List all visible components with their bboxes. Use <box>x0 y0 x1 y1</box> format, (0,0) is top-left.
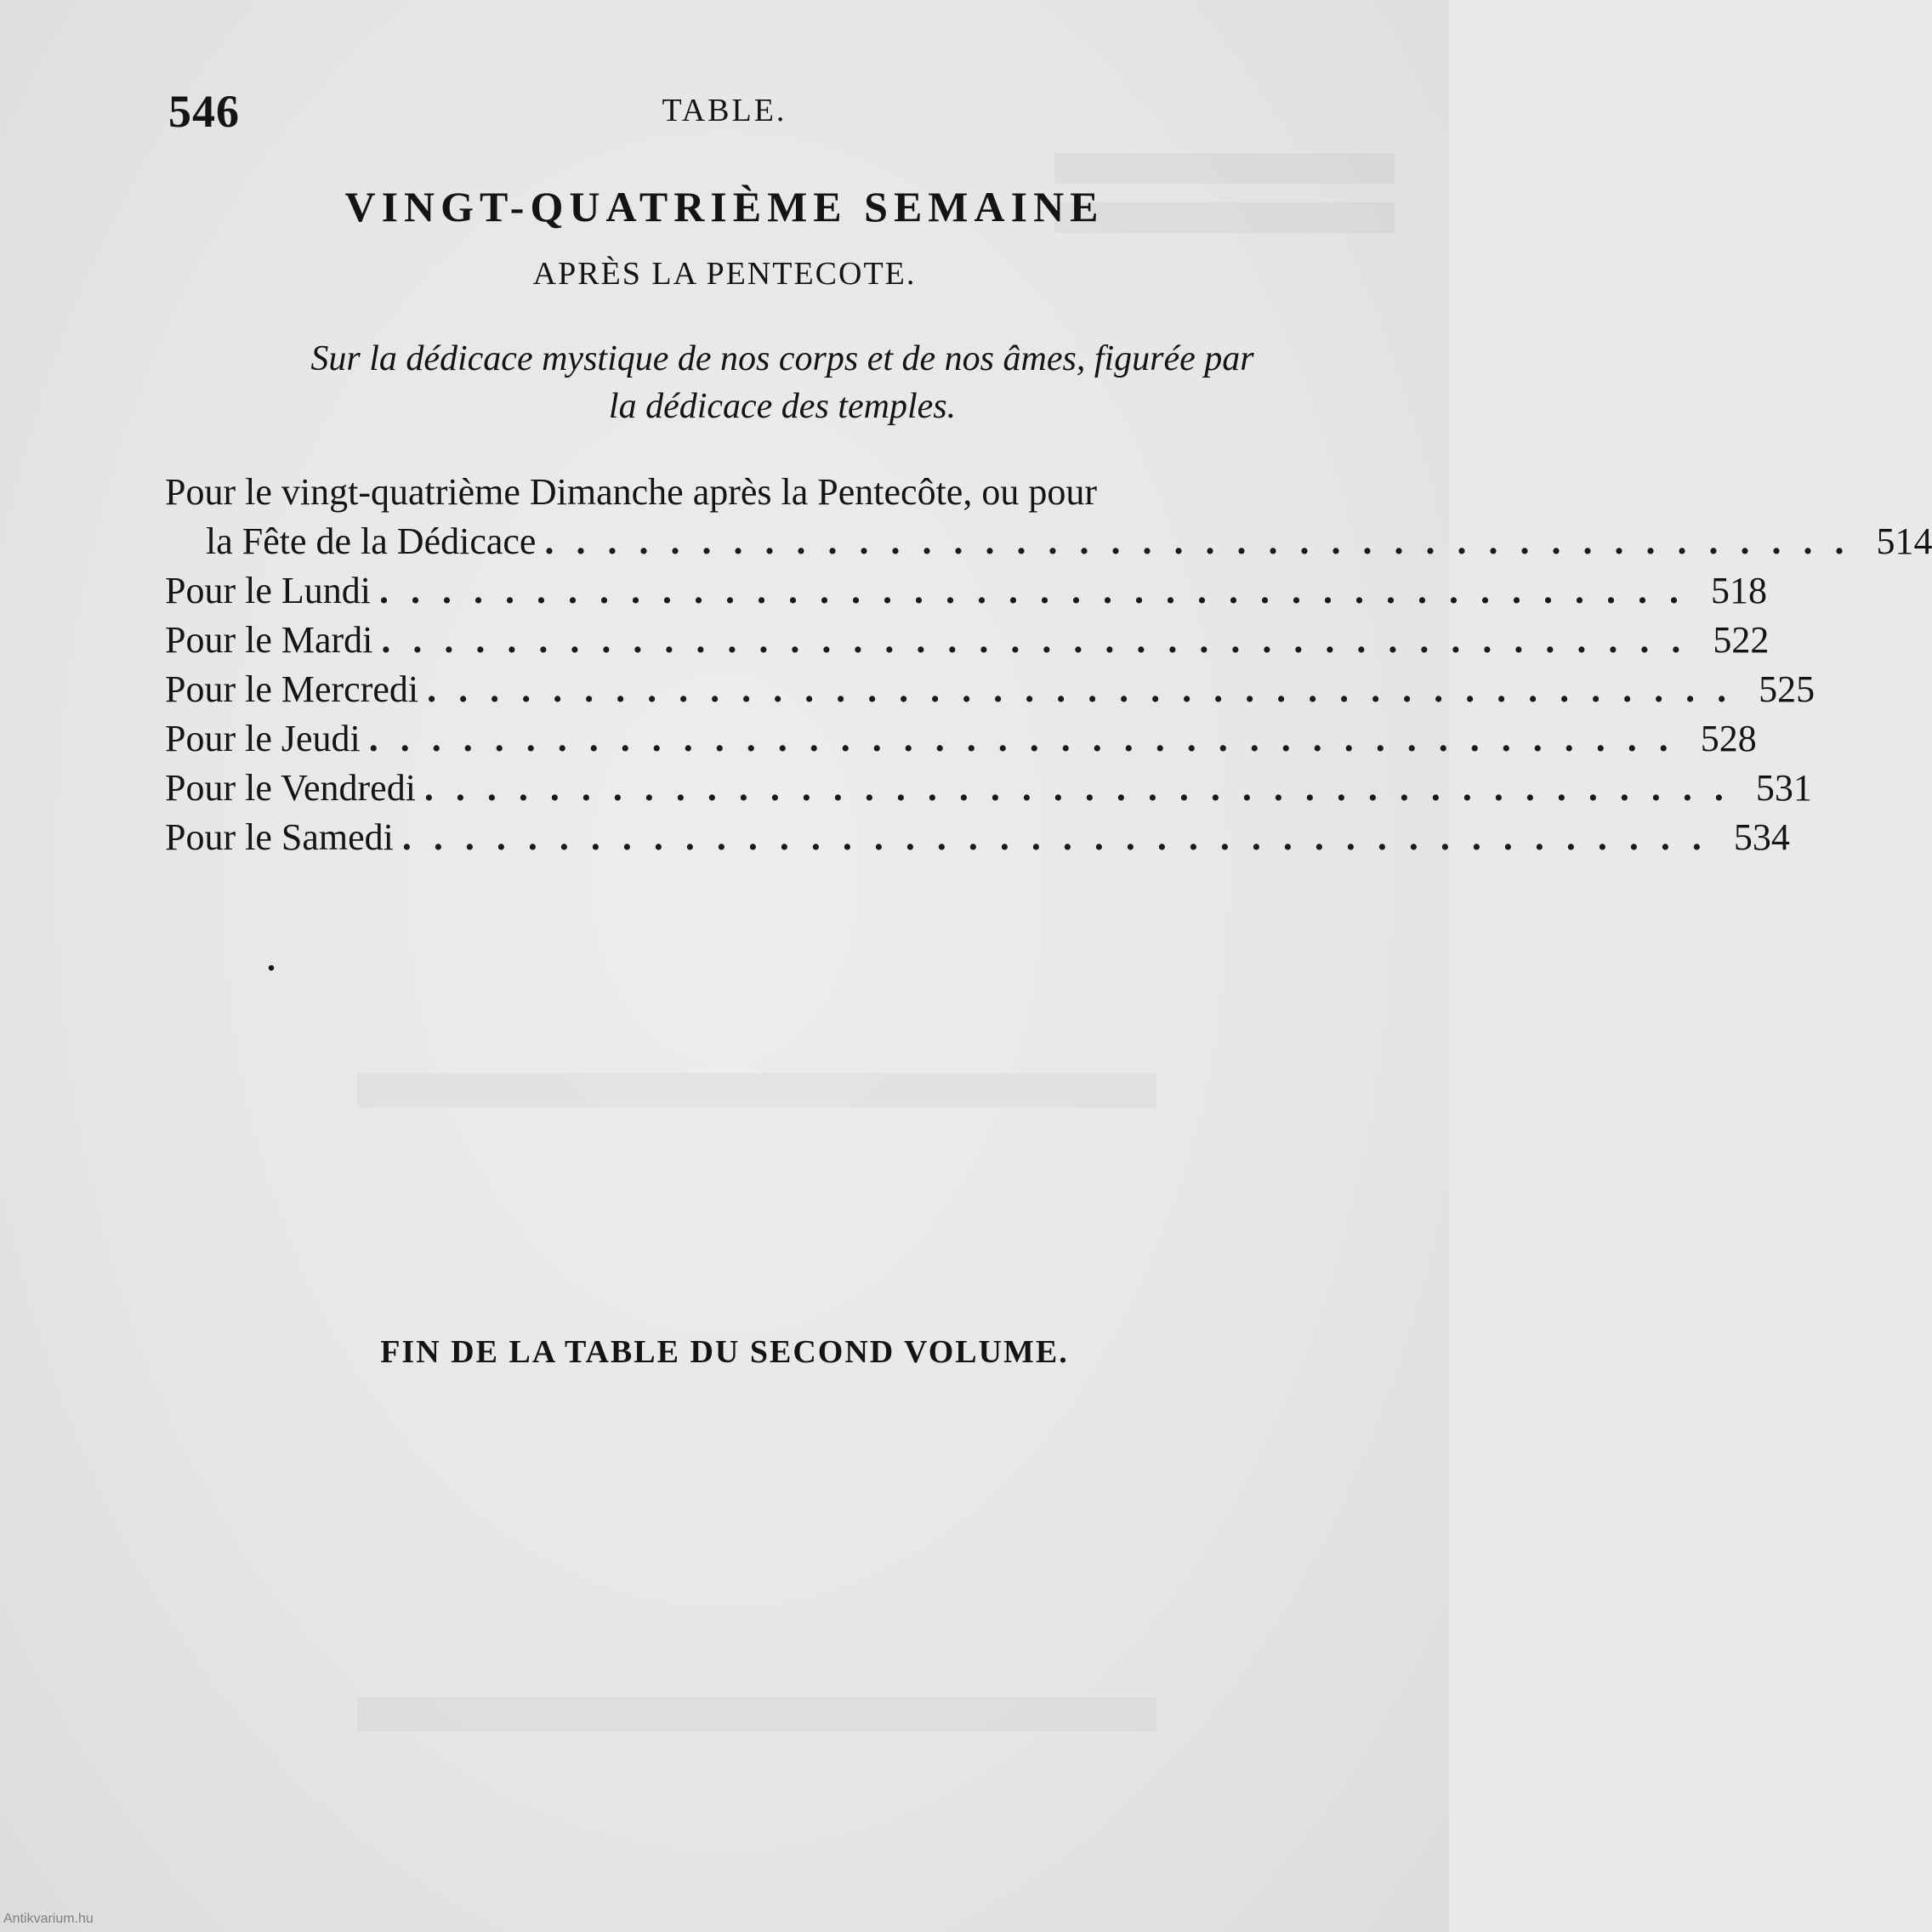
stray-dot: . <box>267 940 276 978</box>
running-head: TABLE. <box>662 93 787 128</box>
section-theme-line1: Sur la dédicace mystique de nos corps et de nos âmes, figurée par <box>310 339 1254 378</box>
toc-entry-thursday <box>165 714 1757 764</box>
dot-leader: .......................................... <box>401 816 1724 858</box>
toc-entry-label: Pour le Samedi <box>165 816 394 858</box>
toc-entry-wednesday <box>165 665 1816 714</box>
toc-entry-label: Pour le Jeudi <box>165 718 361 759</box>
dot-leader: .......................................... <box>368 718 1690 759</box>
section-subtitle: APRÈS LA PENTECOTE. <box>532 256 917 292</box>
toc-entry-label: Pour le Vendredi <box>165 767 416 809</box>
end-note: FIN DE LA TABLE DU SECOND VOLUME. <box>380 1334 1069 1370</box>
dot-leader: .......................................... <box>427 668 1749 710</box>
dot-leader: .......................................... <box>423 767 1746 809</box>
toc-entry-label: la Fête de la Dédicace <box>206 520 537 562</box>
table-of-contents <box>165 468 1932 862</box>
watermark-text: Antikvarium.hu <box>3 1912 94 1926</box>
toc-entry-page: 522 <box>1713 619 1770 661</box>
toc-entry-page: 534 <box>1733 816 1790 858</box>
toc-entry-monday <box>165 566 1767 616</box>
dot-leader: .......................................... <box>378 570 1701 611</box>
toc-entry-tuesday <box>165 616 1770 665</box>
dot-leader: .......................................... <box>381 619 1703 661</box>
toc-entry-friday <box>165 764 1812 813</box>
toc-entry-page: 528 <box>1700 718 1757 759</box>
show-through-shadow <box>1054 153 1395 184</box>
toc-entry-label: Pour le Mercredi <box>165 668 419 710</box>
toc-entry-label: Pour le Mardi <box>165 619 373 661</box>
section-title: VINGT-QUATRIÈME SEMAINE <box>344 183 1105 230</box>
show-through-shadow <box>357 1073 1156 1107</box>
toc-entry-label: Pour le vingt-quatrième Dimanche après la Pentecôte, ou pour <box>165 471 1097 513</box>
dot-leader: .......................................... <box>544 520 1867 562</box>
toc-entry-page: 514 <box>1876 520 1932 562</box>
toc-entry-label: Pour le Lundi <box>165 570 371 611</box>
toc-entry-sunday <box>165 517 1932 566</box>
toc-entry-first-line1 <box>165 468 1395 517</box>
section-theme <box>162 335 1403 430</box>
section-theme-line2: la dédicace des temples. <box>608 387 957 426</box>
page-number: 546 <box>168 86 240 137</box>
toc-entry-page: 518 <box>1710 570 1767 611</box>
toc-entry-page: 525 <box>1759 668 1816 710</box>
toc-entry-saturday <box>165 813 1790 862</box>
show-through-shadow <box>357 1697 1156 1731</box>
toc-entry-page: 531 <box>1755 767 1812 809</box>
